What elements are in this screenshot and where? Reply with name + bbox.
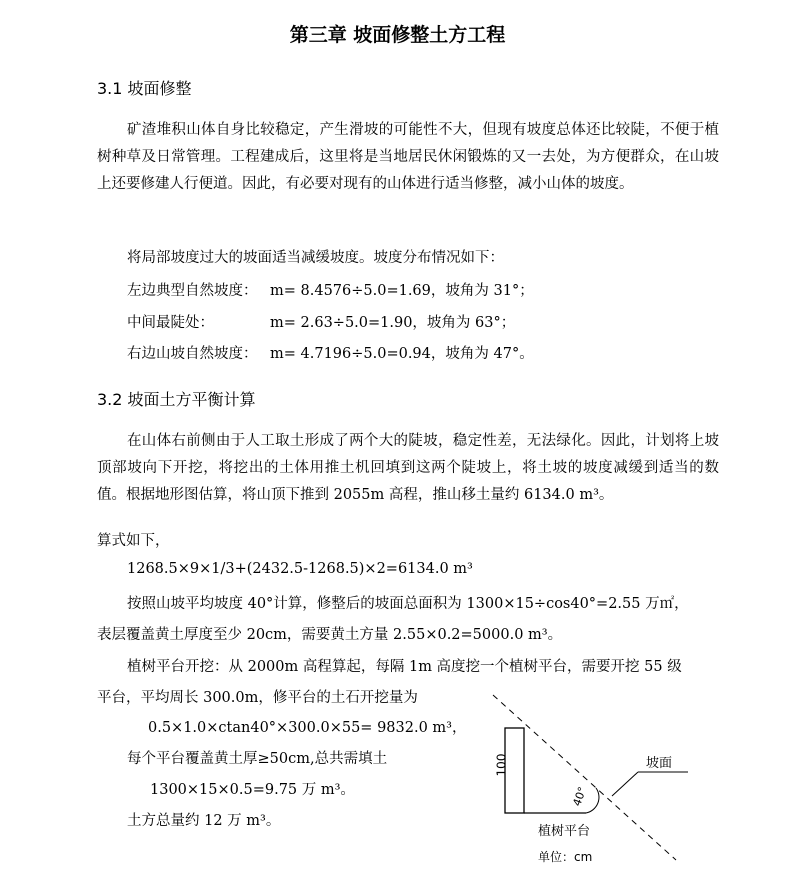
slope-left-value: m= 8.4576÷5.0=1.69，坡角为 31°； (270, 283, 534, 299)
slope-distribution-intro: 将局部坡度过大的坡面适当减缓坡度。坡度分布情况如下： (127, 250, 504, 266)
platform-line-2: 平台，平均周长 300.0m，修平台的土石开挖量为 (97, 690, 418, 706)
formula-line: 1268.5×9×1/3+(2432.5-1268.5)×2=6134.0 m³ (127, 561, 473, 577)
slope-leader-line (612, 772, 638, 796)
area-line-2: 表层覆盖黄土厚度至少 20cm，需要黄土方量 2.55×0.2=5000.0 m³。 (97, 627, 563, 643)
slope-middle-label: 中间最陡处： (127, 315, 214, 331)
slope-middle-value: m= 2.63÷5.0=1.90，坡角为 63°； (270, 315, 516, 331)
platform-line-1: 植树平台开挖：从 2000m 高程算起，每隔 1m 高度挖一个植树平台，需要开挖 55 级 (127, 659, 682, 675)
paragraph-earthwork-balance: 在山体右前侧由于人工取土形成了两个大的陡坡，稳定性差，无法绿化。因此，计划将上坡顶部坡向下开挖，将挖出的土体用推土机回填到这两个陡坡上，将土坡的坡度减缓到适当的数值。根据地形图估算，将山顶下推到 2055m 高程，推山移土量约 6134.0 m³。 (97, 433, 719, 503)
height-label: 100 (494, 753, 509, 777)
angle-label: 40° (570, 785, 590, 808)
area-line-1: 按照山坡平均坡度 40°计算，修整后的坡面总面积为 1300×15÷cos40°=2.55 万㎡， (127, 596, 689, 612)
platform-label: 植树平台 (538, 824, 591, 839)
unit-label: 单位：cm (538, 850, 593, 864)
total-line: 土方总量约 12 万 m³。 (127, 813, 281, 829)
formula-intro: 算式如下， (97, 533, 170, 549)
fill-line-1: 每个平台覆盖黄土厚≥50cm,总共需填土 (127, 751, 388, 767)
slope-right-label: 右边山坡自然坡度： (127, 346, 258, 362)
platform-diagram-svg (488, 690, 688, 870)
chapter-title: 第三章 坡面修整土方工程 (289, 24, 506, 46)
slope-right-value: m= 4.7196÷5.0=0.94，坡角为 47°。 (270, 346, 534, 362)
fill-line-2: 1300×15×0.5=9.75 万 m³。 (150, 782, 355, 798)
paragraph-slope-intro: 矿渣堆积山体自身比较稳定，产生滑坡的可能性不大，但现有坡度总体还比较陡，不便于植树种草及日常管理。工程建成后，这里将是当地居民休闲锻炼的又一去处，为方便群众，在山坡上还要修建人行便道。因此，有必要对现有的山体进行适当修整，减小山体的坡度。 (97, 122, 719, 192)
section-heading-3-1: 3.1 坡面修整 (97, 79, 192, 98)
slope-left-label: 左边典型自然坡度： (127, 283, 258, 299)
platform-diagram (488, 690, 688, 870)
slope-label: 坡面 (646, 756, 673, 771)
platform-formula: 0.5×1.0×ctan40°×300.0×55= 9832.0 m³， (148, 720, 467, 736)
section-heading-3-2: 3.2 坡面土方平衡计算 (97, 390, 256, 409)
